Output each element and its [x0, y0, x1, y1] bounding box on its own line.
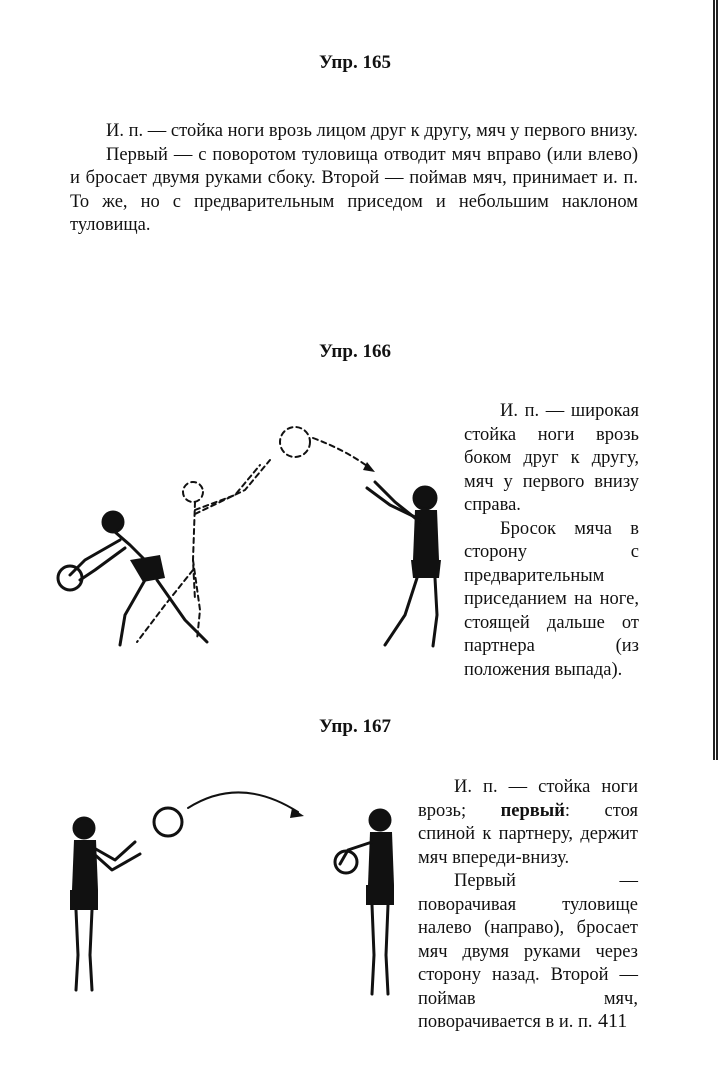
ex165-paragraph-1: И. п. — стойка ноги врозь лицом друг к другу, мяч у первого внизу.: [106, 121, 638, 141]
ex167-title: Упр. 167: [319, 716, 391, 737]
ex166-illustration: [45, 410, 455, 660]
page-edge-rule: [713, 0, 718, 760]
ex166-title: Упр. 166: [319, 341, 391, 362]
page-number: 411: [598, 1010, 628, 1032]
ex166-paragraph-2: Бросок мяча в сторону с предварительным приседанием на ноге, стоящей дальше от партнера (из положения выпада).: [464, 518, 639, 680]
ex167-paragraph-2: Первый — поворачивая туловище налево (направо), бросает мяч двумя руками через сторону назад. Второй — поймав мяч, поворачивается в и. п.: [418, 871, 638, 1032]
ex167-illustration: [40, 780, 420, 1005]
left-figure-head-icon: [74, 818, 94, 838]
ex167-text: [418, 776, 638, 1035]
ex166-paragraph-1: И. п. — широкая стойка ноги врозь боком друг к другу, мяч у первого внизу справа.: [464, 401, 639, 515]
ball-icon: [154, 808, 182, 836]
ball-dashed-icon: [280, 427, 310, 457]
ex167-p1-end: : стоя спиной к партнеру, держит мяч впереди-внизу.: [418, 800, 638, 868]
ball-icon: [58, 566, 82, 590]
thrower-head-icon: [103, 512, 123, 532]
ex166-text: [464, 400, 639, 682]
ex167-p1-bold: первый: [500, 800, 565, 821]
ex167-p1-start: И. п. — стойка ноги врозь;: [418, 777, 638, 821]
ex165-paragraph-2: Первый — с поворотом туловища отводит мяч вправо (или влево) и бросает двумя руками сбоку. Второй — поймав мяч, принимает и. п. То же, но с предварительным приседом и небольшим наклоном туловища.: [70, 144, 638, 235]
receiver-head-icon: [414, 487, 436, 509]
ex165-text: [70, 120, 638, 238]
ex167-paragraph-1: [418, 776, 638, 870]
right-figure-head-icon: [370, 810, 390, 830]
ex165-title: Упр. 165: [319, 52, 391, 73]
